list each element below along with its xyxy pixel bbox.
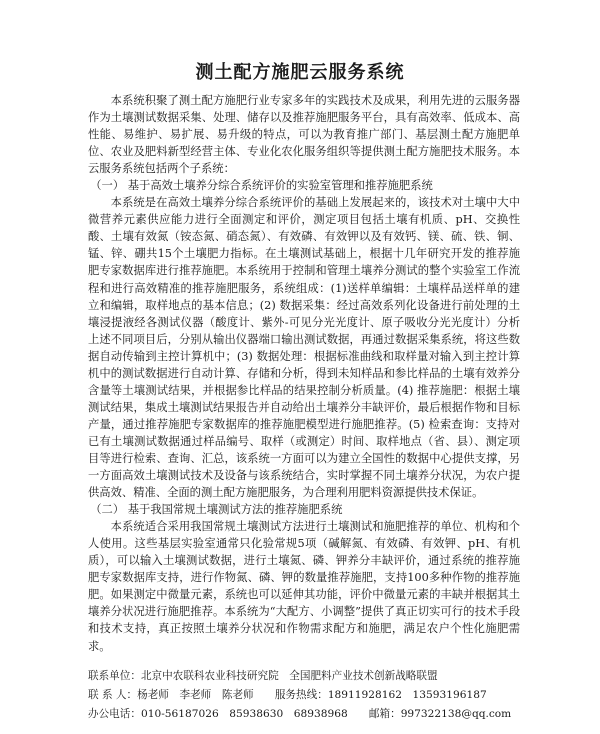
contact-qq-label: 邮箱： xyxy=(368,708,401,720)
contact-phone-label: 服务热线： xyxy=(274,689,328,701)
document-body xyxy=(88,92,520,655)
contact-person-label: 联 系 人： xyxy=(88,689,138,701)
contact-phone-value: 18911928162 13593196187 xyxy=(327,689,487,701)
contact-org-line xyxy=(88,667,548,686)
contact-org-value: 北京中农联科农业科技研究院 全国肥料产业技术创新战略联盟 xyxy=(140,670,438,682)
section-2-heading: （二） 基于我国常规土壤测试方法的推荐施肥系统 xyxy=(90,503,343,517)
intro-paragraph: 本系统积聚了测土配方施肥行业专家多年的实践技术及成果，利用先进的云服务器作为土壤测试数据采集、处理、储存以及推荐施肥服务平台，具有高效率、低成本、高性能、易维护、易扩展、易升级的特点，可以为教育推广部门、基层测土配方施肥单位、农业及肥料新型经营主体、专业化农化服务组织等提供测土配方施肥技术服务。本云服务系统包括两个子系统： xyxy=(88,94,520,176)
contact-office-value: 010-56187026 85938630 68938968 xyxy=(140,708,348,720)
contact-person-line xyxy=(88,686,548,705)
contact-office-line xyxy=(88,705,548,724)
contact-org-label: 联系单位： xyxy=(88,670,141,682)
contact-block xyxy=(88,667,548,724)
section-1-heading: （一） 基于高效土壤养分综合系统评价的实验室管理和推荐施肥系统 xyxy=(90,179,433,193)
contact-person-value: 杨老师 李老师 陈老师 xyxy=(137,689,254,701)
page-title: 测土配方施肥云服务系统 xyxy=(195,62,405,83)
section-2-paragraph: 本系统适合采用我国常规土壤测试方法进行土壤测试和施肥推荐的单位、机构和个人使用。这些基层实验室通常只化验常规5项（碱解氮、有效磷、有效钾、pH、有机质），可以输入土壤测试数据，进行土壤氮、磷、钾养分丰缺评价，通过系统的推荐施肥专家数据库支持，进行作物氮、磷、钾的数量推荐施肥，支持100多种作物的推荐施肥。如果测定中微量元素，系统也可以延伸其功能，评价中微量元素的丰缺并根据其土壤养分状况进行施肥推荐。本系统为“大配方、小调整”提供了真正切实可行的技术手段和技术支持，真正按照土壤养分状况和作物需求配方和施肥，满足农户个性化施肥需求。 xyxy=(88,520,520,653)
contact-office-label: 办公电话： xyxy=(88,708,141,720)
contact-qq-value: 997322138@qq.com xyxy=(400,708,512,720)
section-1-paragraph: 本系统是在高效土壤养分综合系统评价的基础上发展起来的，该技术对土壤中大中微营养元素供应能力进行全面测定和评价，测定项目包括土壤有机质、pH、交换性酸、土壤有效氮（铵态氮、硝态氮）、有效磷、有效钾以及有效钙、镁、硫、铁、铜、锰、锌、硼共15个土壤肥力指标。在土壤测试基础上，根据十几年研究开发的推荐施肥专家数据库进行推荐施肥。本系统用于控制和管理土壤养分测试的整个实验室工作流程和进行高效精准的推荐施肥服务，系统组成：(1)送样单编辑：土壤样品送样单的建立和编辑，取样地点的基本信息；(2) 数据采集：经过高效系列化设备进行前处理的土壤浸提液经各测试仪器（酸度计、紫外-可见分光光度计、原子吸收分光光度计）分析上述不同项目后，分别从输出仪器端口输出测试数据，再通过数据采集系统，将这些数据自动传输到主控计算机中；(3) 数据处理：根据标准曲线和取样量对输入到主控计算机中的测试数据进行自动计算、存储和分析，得到未知样品和参比样品的土壤有效养分含量等土壤测试结果，并根据参比样品的结果控制分析质量。(4) 推荐施肥：根据土壤测试结果，集成土壤测试结果报告并自动给出土壤养分丰缺评价，最后根据作物和目标产量，通过推荐施肥专家数据库的推荐施肥模型进行施肥推荐。(5) 检索查询：支持对已有土壤测试数据通过样品编号、取样（或测定）时间、取样地点（省、县）、测定项目等进行检索、查询、汇总，该系统一方面可以为建立全国性的数据中心提供支撑，另一方面高效土壤测试技术及设备与该系统结合，实时掌握不同土壤养分状况，为农户提供高效、精准、全面的测土配方施肥服务，为合理利用肥料资源提供技术保证。 xyxy=(88,196,520,500)
